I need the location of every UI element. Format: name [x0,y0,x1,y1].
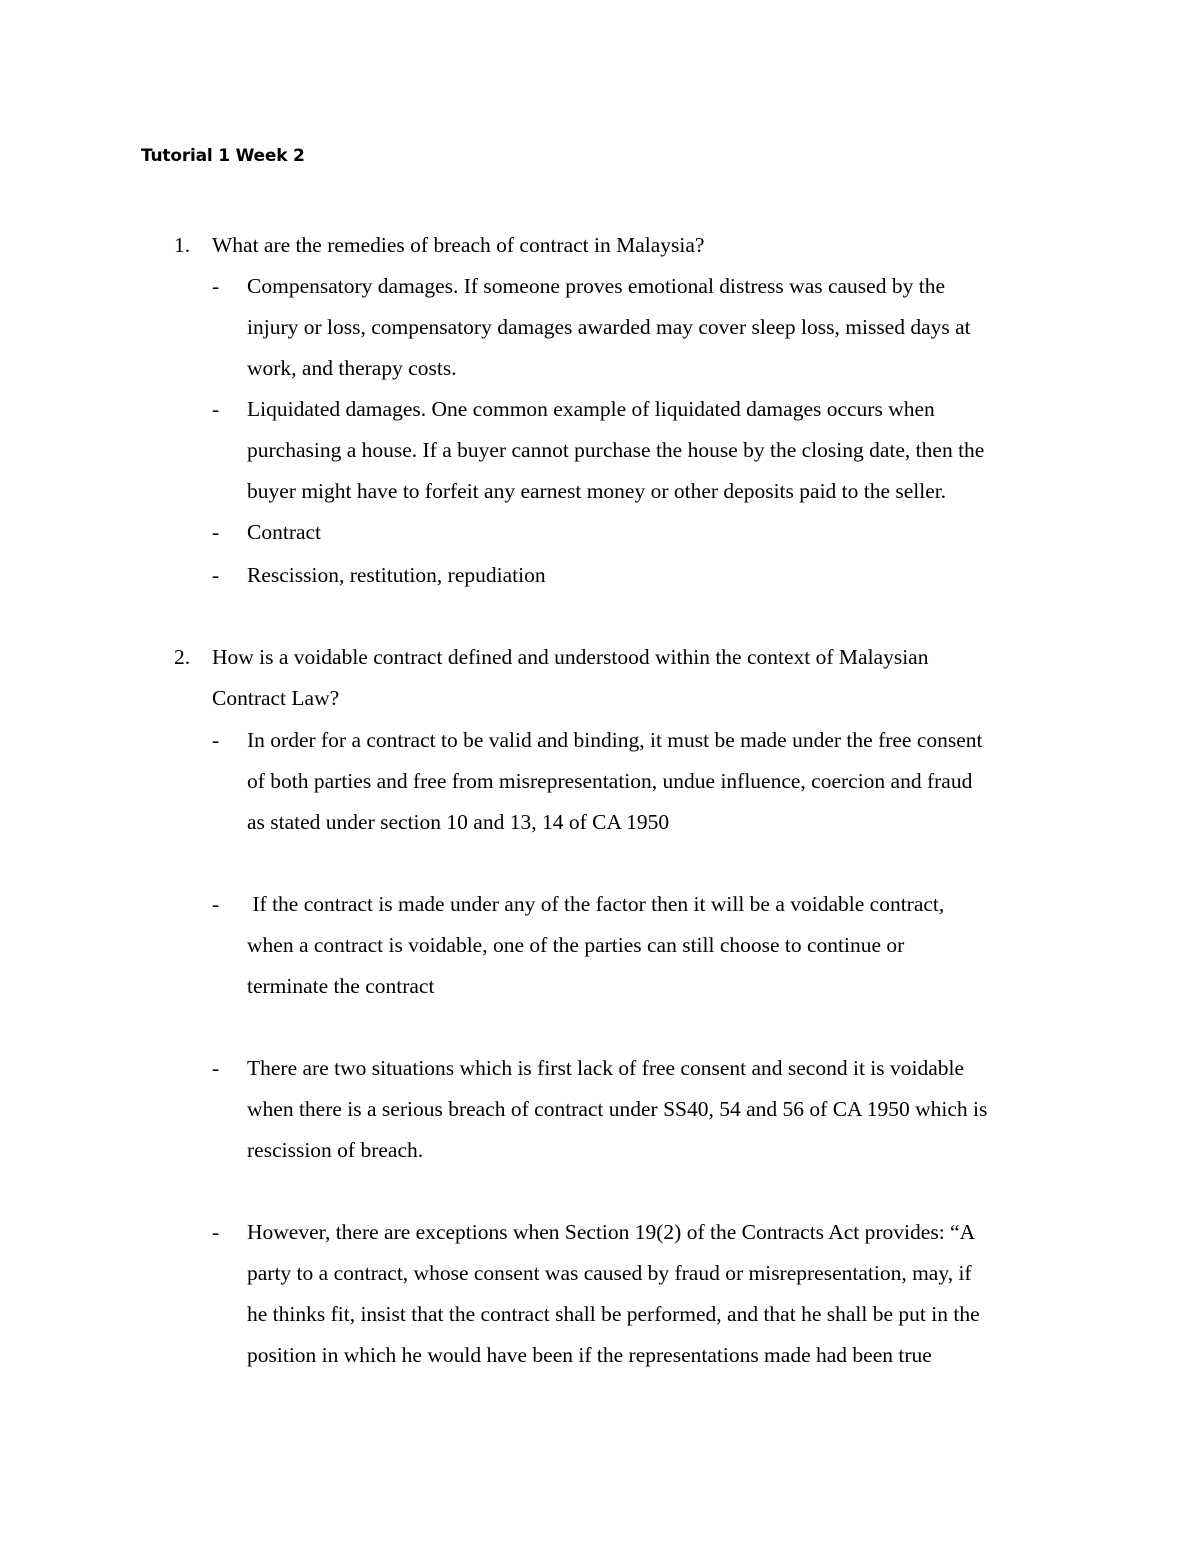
question-number: 1. [174,233,191,257]
bullet-line: Contract [247,520,322,544]
question-text: Contract Law? [212,686,340,710]
bullet-line: However, there are exceptions when Section 19(2) of the Contracts Act provides: “A [247,1220,976,1244]
bullet-marker: - [212,728,220,752]
bullet-line: Rescission, restitution, repudiation [247,563,546,587]
bullet-line: Liquidated damages. One common example of liquidated damages occurs when [247,397,935,421]
bullet-line: There are two situations which is first lack of free consent and second it is voidable [247,1056,965,1080]
bullet-marker: - [212,1220,220,1244]
bullet-marker: - [212,563,220,587]
bullet-line: In order for a contract to be valid and binding, it must be made under the free consent [247,728,983,752]
bullet-line: when a contract is voidable, one of the parties can still choose to continue or [247,933,905,957]
question-text: How is a voidable contract defined and understood within the context of Malaysian [212,645,929,669]
bullet-line: buyer might have to forfeit any earnest money or other deposits paid to the seller. [247,479,947,503]
bullet-line: when there is a serious breach of contract under SS40, 54 and 56 of CA 1950 which is [247,1097,988,1121]
bullet-line: If the contract is made under any of the factor then it will be a voidable contract, [247,892,945,916]
bullet-line: work, and therapy costs. [247,356,457,380]
bullet-marker: - [212,397,220,421]
bullet-marker: - [212,892,220,916]
question-number: 2. [174,645,191,669]
bullet-line: Compensatory damages. If someone proves emotional distress was caused by the [247,274,945,298]
bullet-line: terminate the contract [247,974,435,998]
bullet-line: rescission of breach. [247,1138,424,1162]
bullet-line: injury or loss, compensatory damages awarded may cover sleep loss, missed days at [247,315,971,339]
document-title: Tutorial 1 Week 2 [141,146,305,166]
bullet-marker: - [212,274,220,298]
bullet-marker: - [212,1056,220,1080]
bullet-line: purchasing a house. If a buyer cannot purchase the house by the closing date, then the [247,438,985,462]
question-text: What are the remedies of breach of contract in Malaysia? [212,233,705,257]
bullet-line: of both parties and free from misrepresentation, undue influence, coercion and fraud [247,769,973,793]
bullet-line: as stated under section 10 and 13, 14 of CA 1950 [247,810,670,834]
bullet-line: he thinks fit, insist that the contract shall be performed, and that he shall be put in the [247,1302,980,1326]
bullet-marker: - [212,520,220,544]
bullet-line: position in which he would have been if the representations made had been true [247,1343,932,1367]
bullet-line: party to a contract, whose consent was caused by fraud or misrepresentation, may, if [247,1261,972,1285]
